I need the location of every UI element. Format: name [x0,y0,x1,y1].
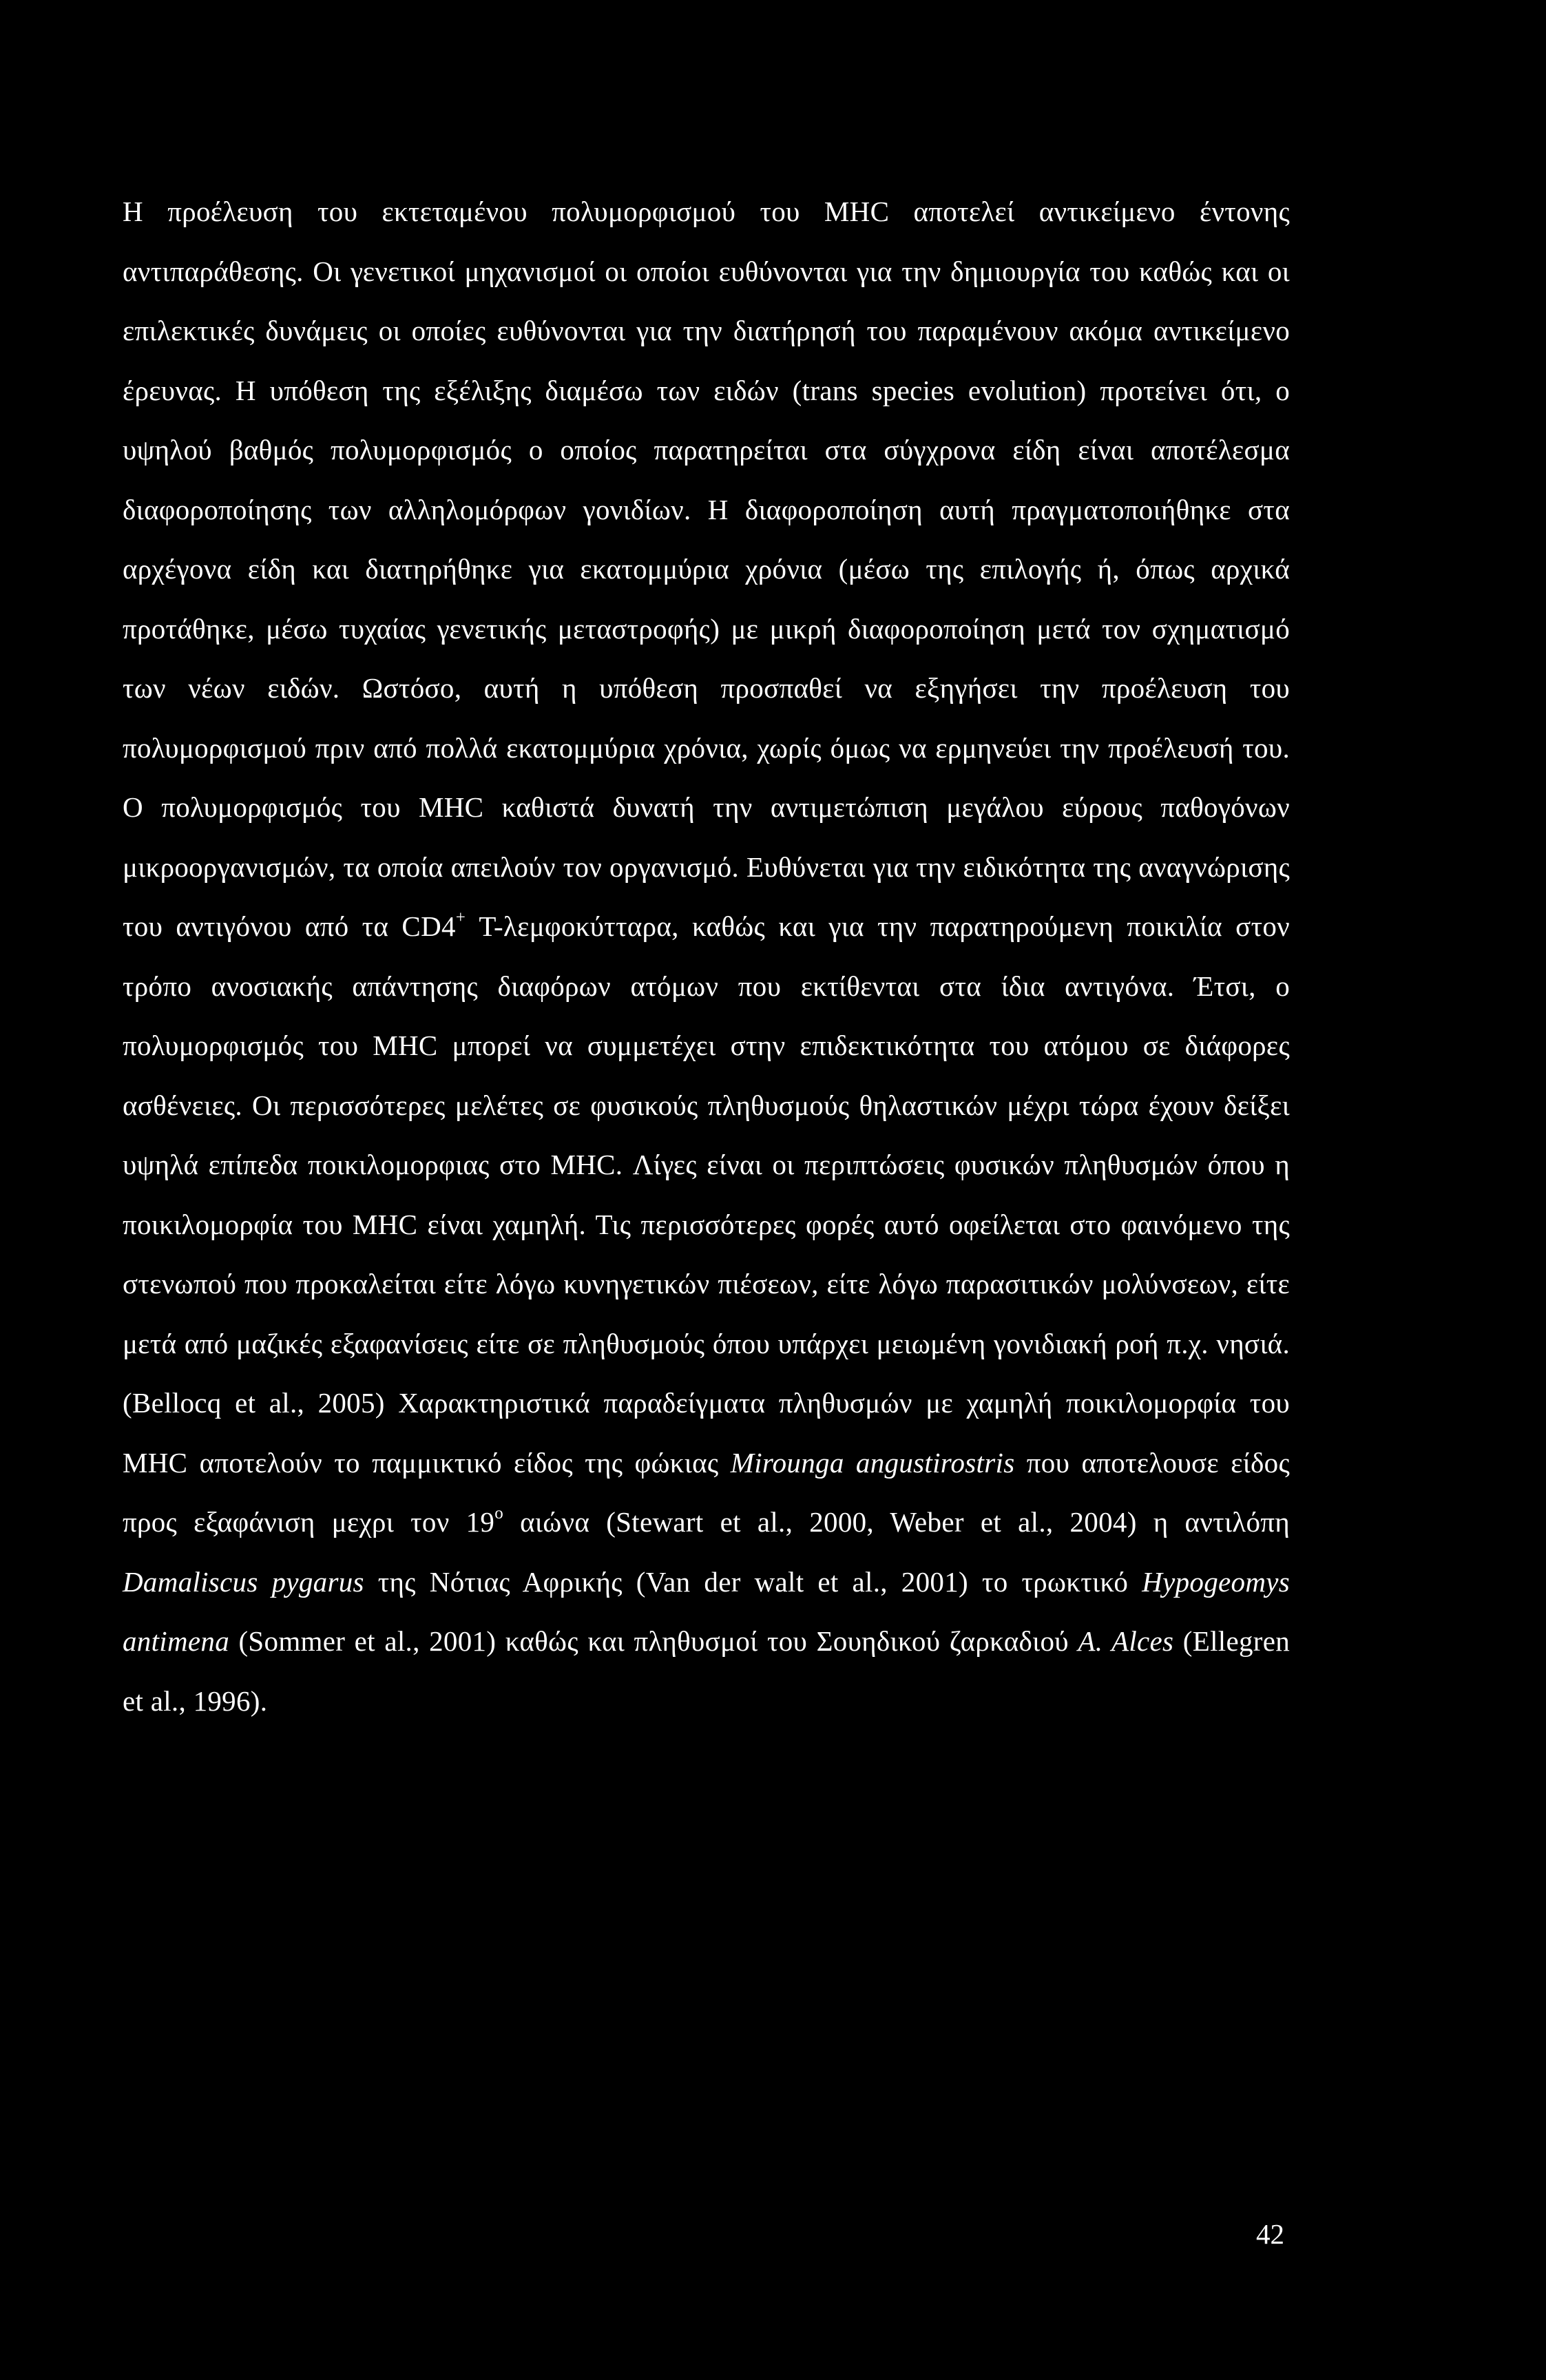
sentence: Ο πολυμορφισμός του MHC καθιστά δυνατή την αντιμετώπιση μεγάλου εύρους παθογόνων μικροοργανισμών, τα οποία απειλούν τον οργανισμό. [123,791,1290,883]
sentence: Ωστόσο, αυτή η υπόθεση προσπαθεί να εξηγήσει την προέλευση του πολυμορφισμού πριν από πολλά εκατομμύρια χρόνια, χωρίς όμως να ερμηνεύει την προέλευσή του. [123,672,1290,764]
sentence: Λίγες είναι οι περιπτώσεις φυσικών πληθυσμών όπου η ποικιλομορφία του MHC είναι χαμηλή. [123,1149,1290,1240]
sentence: της Νότιας Αφρικής (Van der walt et al., 2001) το τρωκτικό [364,1565,1142,1598]
sentence: Τ-λεμφοκύτταρα, καθώς και για την παρατηρούμενη ποικιλία στον τρόπο ανοσιακής απάντησης διαφόρων ατόμων που εκτίθενται στα ίδια αντιγόνα. [123,910,1290,1002]
sentence: Οι περισσότερες μελέτες σε φυσικούς πληθυσμούς θηλαστικών μέχρι τώρα έχουν δείξει υψηλά επίπεδα ποικιλομορφιας στο MHC. [123,1089,1290,1180]
sentence: Χαρακτηριστικά παραδείγματα πληθυσμών με χαμηλή ποικιλομορφία του MHC αποτελούν το παμμικτικό είδος της φώκιας [123,1387,1290,1479]
page-number: 42 [1256,2218,1284,2250]
superscript-ordinal: ο [494,1504,504,1523]
sentence: Έτσι, ο πολυμορφισμός του MHC μπορεί να συμμετέχει στην επιδεκτικότητα του ατόμου σε διάφορες ασθένειες. [123,970,1290,1121]
superscript-plus: + [455,908,466,928]
body-paragraph [123,182,1290,1731]
sentence: Η υπόθεση της εξέλιξης διαμέσω των ειδών (trans species evolution) προτείνει ότι, ο υψηλού βαθμός πολυμορφισμός ο οποίος παρατηρείται στα σύγχρονα είδη είναι αποτέλεσμα διαφοροποίησης των αλληλομόρφων γονιδίων. [123,374,1290,525]
sentence: (Ellegren et al., 1996). [123,1625,1291,1717]
sentence: Τις περισσότερες φορές αυτό οφείλεται στο φαινόμενο της στενωπού που προκαλείται είτε λόγω κυνηγετικών πιέσεων, είτε λόγω παρασιτικών μολύνσεων, είτε μετά από μαζικές εξαφανίσεις είτε σε πληθυσμούς όπου υπάρχει μειωμένη γονιδιακή ροή π.χ. νησιά. (Bellocq et al., 2005) [123,1208,1290,1419]
sentence: Η διαφοροποίηση αυτή πραγματοποιήθηκε στα αρχέγονα είδη και διατηρήθηκε για εκατομμύρια χρόνια (μέσω της επιλογής ή, όπως αρχικά προτάθηκε, μέσω τυχαίας γενετικής μεταστροφής) με μικρή διαφοροποίηση μετά τον σχηματισμό των νέων ειδών. [123,493,1290,704]
sentence: που αποτελουσε είδος προς εξαφάνιση μεχρι τον 19 [123,1446,1291,1538]
sentence: Ευθύνεται για την ειδικότητα της αναγνώρισης του αντιγόνου από τα CD4 [123,850,1291,942]
sentence: Οι γενετικοί μηχανισμοί οι οποίοι ευθύνονται για την δημιουργία του καθώς και οι επιλεκτικές δυνάμεις οι οποίες ευθύνονται για την διατήρησή του παραμένουν ακόμα αντικείμενο έρευνας. [123,255,1290,406]
sentence: Η προέλευση του εκτεταμένου πολυμορφισμού του MHC αποτελεί αντικείμενο έντονης αντιπαράθεσης. [123,196,1290,287]
species-name: Hypogeomys antimena [123,1565,1290,1657]
species-name: A. Alces [1078,1625,1174,1657]
species-name: Damaliscus pygarus [123,1565,364,1598]
species-name: Mirounga angustirostris [730,1446,1015,1479]
sentence: (Sommer et al., 2001) καθώς και πληθυσμοί του Σουηδικού ζαρκαδιού [229,1625,1078,1657]
sentence: αιώνα (Stewart et al., 2000, Weber et al., 2004) η αντιλόπη [503,1506,1290,1538]
